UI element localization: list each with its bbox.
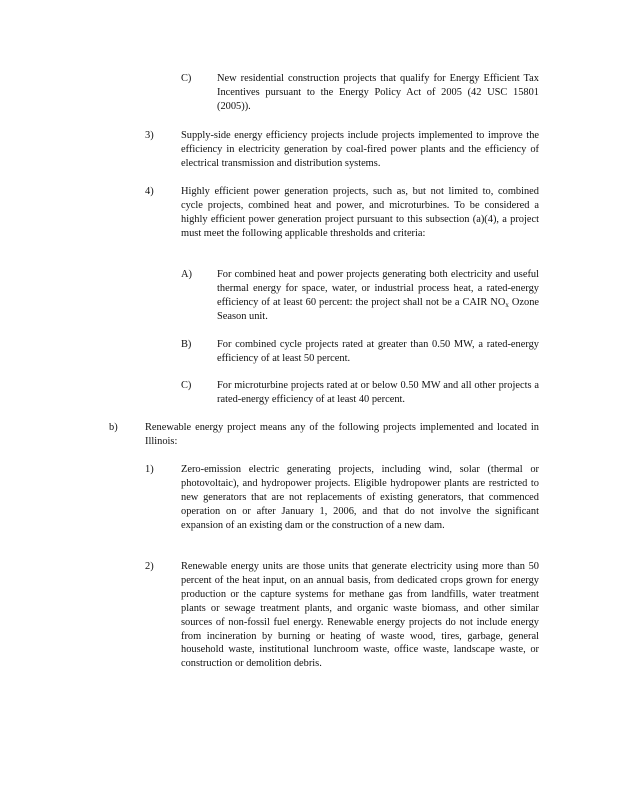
item-label: 1) [145, 464, 154, 475]
item-label: b) [109, 422, 118, 433]
item-text: Zero-emission electric generating projects, including wind, solar (thermal or photovoltaic), and hydropower projects. Eligible hydropower plants are restricted to new generators that are not replacements of existing generators, that commenced operation on or after January 1, 2006, and that do not involve the significant expansion of an existing dam or the construction of a new dam. [181, 464, 539, 531]
item-text: For combined cycle projects rated at greater than 0.50 MW, a rated-energy efficiency of at least 50 percent. [217, 339, 539, 364]
item-label: C) [181, 73, 192, 84]
item-text [217, 268, 539, 324]
item-text: New residential construction projects that qualify for Energy Efficient Tax Incentives pursuant to the Energy Policy Act of 2005 (42 USC 15801 (2005)). [217, 73, 539, 112]
item-label: B) [181, 339, 192, 350]
item-text: Renewable energy units are those units that generate electricity using more than 50 percent of the heat input, on an annual basis, from dedicated crops grown for energy production or the capture systems for methane gas from landfills, water treatment plants or sewage treatment plants, and organic waste biomass, and other similar sources of non-fossil fuel energy. Renewable energy projects do not include energy from incineration by burning or heating of waste wood, tires, garbage, general household waste, institutional lunchroom waste, office waste, landscape waste, or construction or demolition debris. [181, 561, 539, 670]
item-text: For microturbine projects rated at or below 0.50 MW and all other projects a rated-energy efficiency of at least 40 percent. [217, 380, 539, 405]
item-label: C) [181, 380, 192, 391]
item-text-tail: Ozone Season unit. [217, 296, 539, 322]
item-text-main: For combined heat and power projects generating both electricity and useful thermal energy for space, water, or industrial process heat, a rated-energy efficiency of at least 60 percent: the project shall not be a CAIR NO [217, 269, 539, 308]
item-text: Supply-side energy efficiency projects include projects implemented to improve the efficiency in electricity generation by coal-fired power plants and the efficiency of electrical transmission and distribution systems. [181, 130, 539, 169]
item-text: Highly efficient power generation projects, such as, but not limited to, combined cycle projects, combined heat and power, and microturbines. To be considered a highly efficient power generation project pursuant to this subsection (a)(4), a project must meet the following applicable thresholds and criteria: [181, 186, 539, 239]
item-label: 3) [145, 130, 154, 141]
item-label: 2) [145, 561, 154, 572]
item-label: 4) [145, 186, 154, 197]
item-text: Renewable energy project means any of the following projects implemented and located in Illinois: [145, 422, 539, 447]
item-label: A) [181, 269, 192, 280]
subscript-x: x [505, 300, 509, 309]
